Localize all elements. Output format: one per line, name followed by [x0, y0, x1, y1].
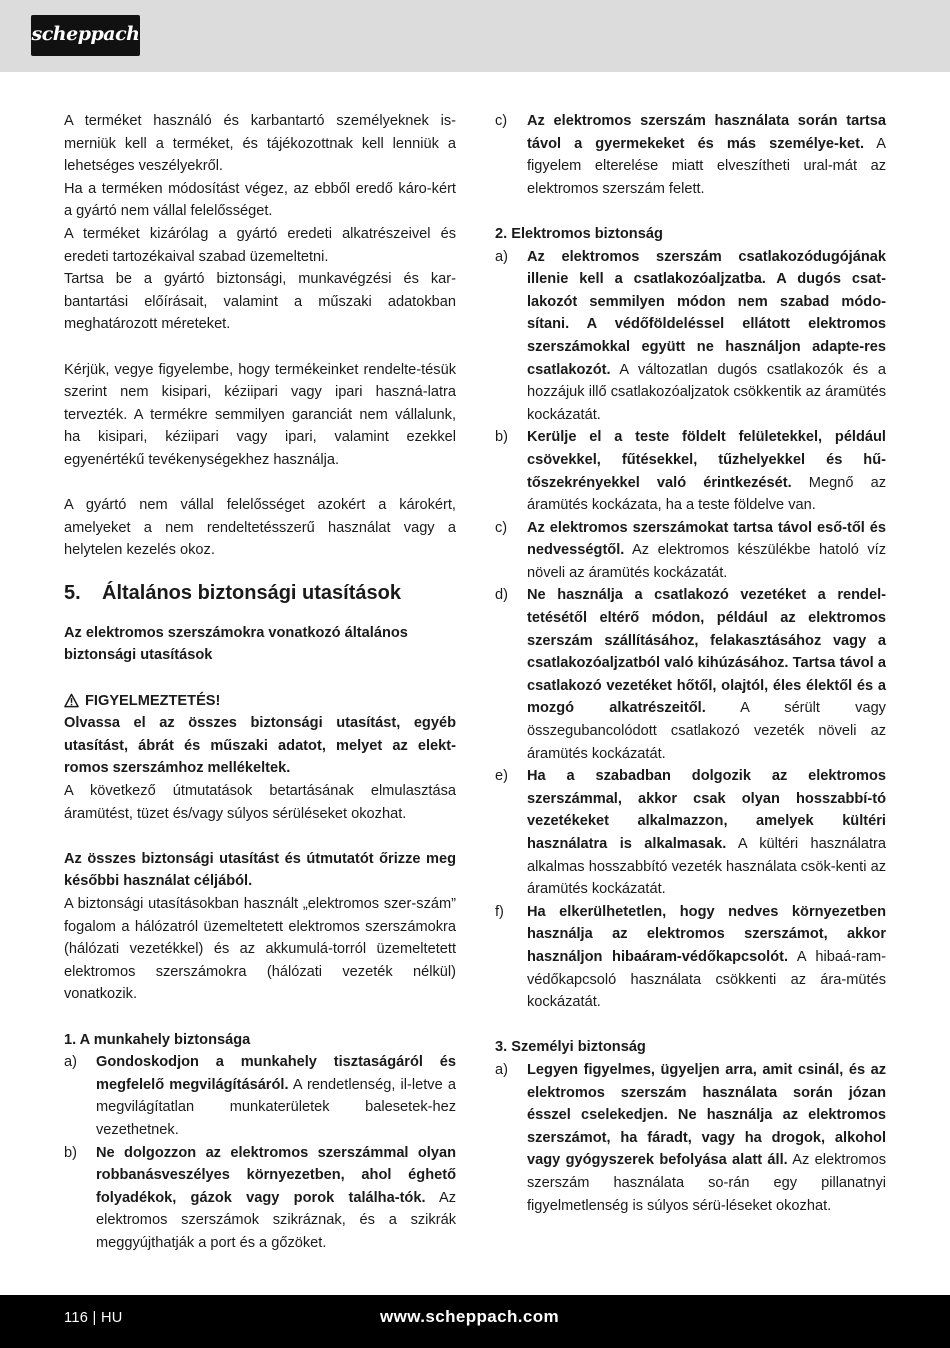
subheading: Az elektromos szerszámokra vonatkozó általános biztonsági utasítások	[64, 624, 408, 664]
item-label: c)	[495, 113, 508, 129]
item-bold: Ne dolgozzon az elektromos szerszámmal olyan robbanásveszélyes környezetben, ahol éghető folyadékok, gázok vagy porok találha-tók.	[96, 1144, 456, 1206]
list-item	[495, 901, 886, 1014]
item-label: b)	[64, 1144, 77, 1161]
list-item	[64, 1142, 456, 1255]
item-bold: Ha a szabadban dolgozik az elektromos szerszámmal, akkor csak olyan hosszabbí-tó vezetékeket alkalmazzon, amelyek kültéri használatra is alkalmasak.	[527, 768, 886, 852]
list-item	[495, 1059, 886, 1217]
item-bold: Az elektromos szerszám használata során tartsa távol a gyermekeket és más személye-ket.	[527, 113, 886, 152]
item-text: A változatlan dugós csatlakozók és a hozzájuk illő csatlakozóaljzatok csökkentik az áramütés kockázatát.	[527, 361, 886, 423]
item-text: A hibaá-ram-védőkapcsoló használata csökkenti az ára-mütés kockázatát.	[527, 948, 886, 1011]
intro-paragraph-3: A terméket kizárólag a gyártó eredeti alkatrészeivel és eredeti tartozékaival szabad üzemeltetni.	[64, 225, 456, 265]
workplace-safety-list-continued	[495, 110, 886, 200]
scheppach-logo	[31, 15, 140, 56]
intended-use-paragraph: Kérjük, vegye figyelembe, hogy termékeinket rendelte-tésük szerint nem kisipari, kéziipari vagy ipari haszná-latra tervezték. A termékre semmilyen garanciát nem vállalunk, ha kisipari, kéziipari vagy ipari, valamint ezekkel egyenértékű tevékenységekhez használja.	[64, 361, 456, 468]
electrical-safety-list	[495, 246, 886, 1014]
warning-text: A következő útmutatások betartásának elmulasztása áramütést, tüzet és/vagy súlyos sérüléseket okozhat.	[64, 783, 456, 822]
item-text: A figyelem elterelése miatt elveszítheti ural-mát az elektromos szerszám felett.	[527, 135, 886, 197]
workplace-safety-title: 1. A munkahely biztonsága	[64, 1031, 251, 1048]
personal-safety-title: 3. Személyi biztonság	[495, 1039, 646, 1056]
item-label: a)	[495, 248, 508, 265]
section-heading	[64, 578, 456, 608]
item-bold: Kerülje el a teste földelt felületekkel, például csövekkel, fűtésekkel, tűzhelyekkel és hű-tőszekrényekkel való érintkezését.	[527, 429, 886, 491]
website-url: www.scheppach.com	[380, 1307, 560, 1326]
liability-paragraph: A gyártó nem vállal felelősséget azokért a károkért, amelyeket a nem rendeltetésszerű használat vagy a helytelen kezelés okoz.	[64, 497, 456, 559]
keep-instructions-bold: Az összes biztonsági utasítást és útmutatót őrizze meg későbbi használat céljából.	[64, 850, 456, 890]
item-text: A sérült vagy összegubancolódott csatlakozó vezeték növeli az áramütés kockázatát.	[527, 700, 886, 762]
item-text: A rendetlenség, il-letve a megvilágítatlan munkaterületek balesetek-hez vezethetnek.	[96, 1076, 456, 1138]
list-item	[495, 517, 886, 585]
list-item	[495, 426, 886, 516]
item-label: a)	[495, 1061, 508, 1078]
list-item	[495, 110, 886, 200]
item-label: d)	[495, 587, 508, 604]
warning-heading	[64, 690, 456, 713]
item-label: b)	[495, 429, 508, 446]
intro-paragraph-1: A terméket használó és karbantartó személyeknek is-merniük kell a terméket, és tájékozottnak kell lenniük a lehetséges veszélyekről.	[64, 113, 456, 175]
item-bold: Ha elkerülhetetlen, hogy nedves környezetben használja az elektromos szerszámot, akkor használjon hibaáram-védőkapcsolót.	[527, 903, 886, 965]
item-bold: Gondoskodjon a munkahely tisztaságáról és megfelelő megvilágításáról.	[96, 1054, 456, 1093]
page-number: 116 | HU	[64, 1310, 123, 1326]
keep-instructions-text: A biztonsági utasításokban használt „elektromos szer-szám” fogalom a hálózatról üzemeltetett elektromos szerszámokra (hálózati vezetékkel) és az akkumulá-torról üzemeltetett elektromos szerszámokra (hálózati vezeték nélkül) vonatkozik.	[64, 896, 456, 1003]
warning-label: FIGYELMEZTETÉS!	[85, 692, 221, 709]
list-item	[64, 1051, 456, 1141]
warning-bold-text: Olvassa el az összes biztonsági utasítást, egyéb utasítást, ábrát és műszaki adatot, melyet az elekt-romos szerszámhoz mellékeltek.	[64, 715, 456, 777]
personal-safety-list	[495, 1059, 886, 1217]
item-text: A kültéri használatra alkalmas hosszabbító vezeték használata csök-kenti az áramütés kockázatát.	[527, 836, 886, 898]
item-bold: Ne használja a csatlakozó vezetéket a rendel-tetésétől eltérő módon, például az elektromos szerszám szállításához, felakasztásához vagy a csatlakozóaljzatból való kihúzásához. Tartsa távol a csatlakozó vezetéket hőtől, olajtól, éles élektől és a mozgó alkatrészeitől.	[527, 587, 886, 717]
item-bold: Legyen figyelmes, ügyeljen arra, amit csinál, és az elektromos szerszám használata során józan ésszel cselekedjen. Ne használja az elektromos szerszámot, ha fáradt, vagy ha drogok, alkohol vagy gyógyszerek befolyása alatt áll.	[527, 1061, 886, 1169]
item-label: e)	[495, 768, 508, 785]
item-label: f)	[495, 903, 504, 920]
list-item	[495, 246, 886, 427]
list-item	[495, 765, 886, 901]
item-bold: Az elektromos szerszám csatlakozódugójának illenie kell a csatlakozóaljzatba. A dugós csat-lakozót semmilyen módon nem szabad módo-sítani. A védőföldeléssel ellátott elektromos szerszámokkal együtt ne használjon adapte-res csatlakozót.	[527, 248, 886, 378]
logo-text: scheppach	[31, 23, 140, 45]
warning-triangle-icon	[64, 693, 79, 708]
item-label: a)	[64, 1054, 77, 1071]
item-text: Megnő az áramütés kockázata, ha a teste földelve van.	[527, 474, 886, 514]
right-column	[495, 110, 886, 1217]
item-text: Az elektromos szerszám használata so-rán egy pillanatnyi figyelmetlenség is súlyos sérü-léseket okozhat.	[527, 1152, 886, 1214]
workplace-safety-list	[64, 1051, 456, 1254]
item-text: Az elektromos szerszámok szikráznak, és a szikrák meggyújthatják a port és a gőzöket.	[96, 1189, 456, 1251]
intro-paragraph-2: Ha a terméken módosítást végez, az ebből eredő káro-kért a gyártó nem vállal felelősséget.	[64, 180, 456, 220]
item-label: c)	[495, 519, 508, 536]
header-band	[0, 0, 950, 72]
electrical-safety-title: 2. Elektromos biztonság	[495, 225, 663, 242]
section-title: Általános biztonsági utasítások	[102, 581, 401, 604]
item-bold: Az elektromos szerszámokat tartsa távol eső-től és nedvességtől.	[527, 519, 886, 559]
footer-band	[0, 1295, 950, 1348]
section-number: 5.	[64, 581, 81, 604]
list-item	[495, 584, 886, 765]
item-text: Az elektromos készülékbe hatoló víz növeli az áramütés kockázatát.	[527, 542, 886, 581]
left-column	[64, 110, 456, 1255]
intro-paragraph-4: Tartsa be a gyártó biztonsági, munkavégzési és kar-bantartási előírásait, valamint a műszaki adatokban meghatározott méreteket.	[64, 271, 456, 333]
